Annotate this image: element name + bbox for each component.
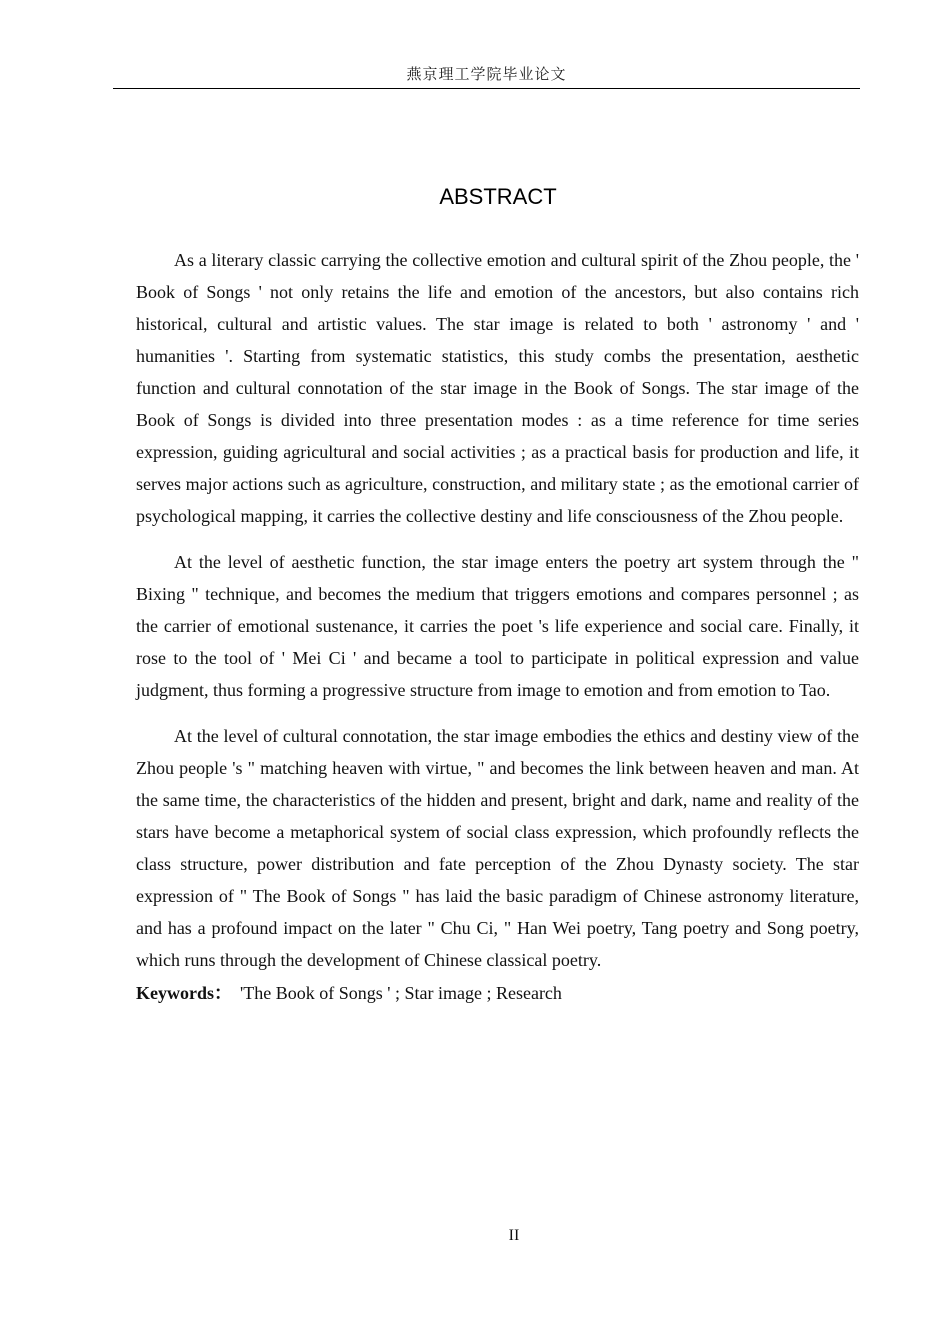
page-number: II <box>508 1227 520 1244</box>
abstract-body <box>136 244 859 1009</box>
keywords-label: Keywords <box>136 983 214 1003</box>
running-header: 燕京理工学院毕业论文 <box>406 65 567 83</box>
abstract-paragraph-3: At the level of cultural connotation, the star image embodies the ethics and destiny view of the Zhou people 's " matching heaven with virtue, " and becomes the link between heaven and man. At the same time, the characteristics of the hidden and present, bright and dark, name and reality of the stars have become a metaphorical system of social class expression, which profoundly reflects the class structure, power distribution and fate perception of the Zhou Dynasty society. The star expression of " The Book of Songs " has laid the basic paradigm of Chinese astronomy literature, and has a profound impact on the later " Chu Ci, " Han Wei poetry, Tang poetry and Song poetry, which runs through the development of Chinese classical poetry. <box>136 726 859 970</box>
abstract-title: ABSTRACT <box>439 184 557 209</box>
keywords-separator: ： <box>214 983 232 1003</box>
keywords-line <box>136 977 859 1009</box>
abstract-paragraph-1: As a literary classic carrying the collective emotion and cultural spirit of the Zhou people, the ' Book of Songs ' not only retains the life and emotion of the ancestors, but also contains rich historical, cultural and artistic values. The star image is related to both ' astronomy ' and ' humanities '. Starting from systematic statistics, this study combs the presentation, aesthetic function and cultural connotation of the star image in the Book of Songs. The star image of the Book of Songs is divided into three presentation modes : as a time reference for time series expression, guiding agricultural and social activities ; as a practical basis for production and life, it serves major actions such as agriculture, construction, and military state ; as the emotional carrier of psychological mapping, it carries the collective destiny and life consciousness of the Zhou people. <box>136 250 859 526</box>
abstract-paragraph-2: At the level of aesthetic function, the star image enters the poetry art system through the " Bixing " technique, and becomes the medium that triggers emotions and compares personnel ; as the carrier of emotional sustenance, it carries the poet 's life experience and social care. Finally, it rose to the tool of ' Mei Ci ' and became a tool to participate in political expression and value judgment, thus forming a progressive structure from image to emotion and from emotion to Tao. <box>136 552 859 700</box>
keywords-text: 'The Book of Songs ' ; Star image ; Research <box>240 983 562 1003</box>
header-rule <box>113 88 860 89</box>
